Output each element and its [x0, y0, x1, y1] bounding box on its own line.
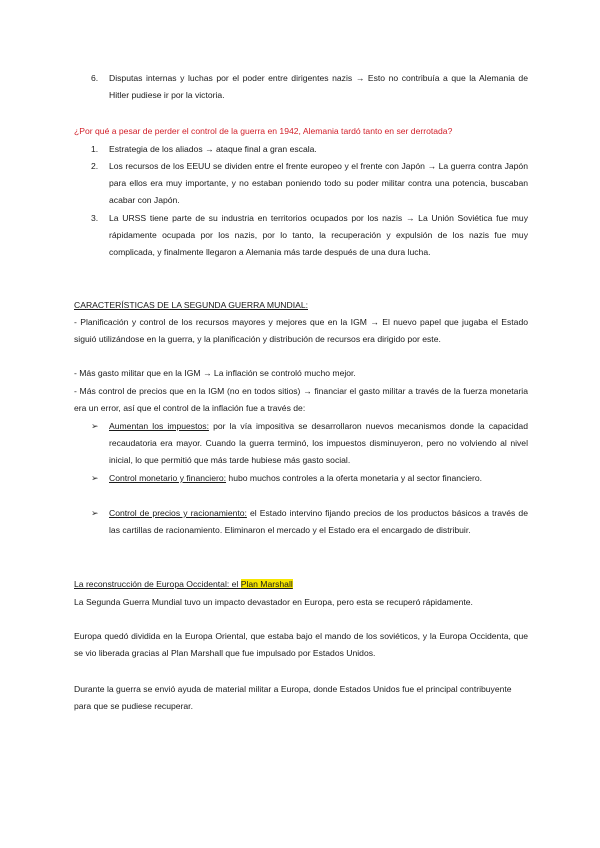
list-item-text: La URSS tiene parte de su industria en territorios ocupados por los nazis → La Unión Soviética fue muy rápidamente ocupada por los nazis, por lo tanto, la recuperación y expulsión de los nazis fue muy complicada, y finalmente llegaron a Alemania más tarde después de una dura lucha.	[109, 213, 528, 257]
bullet-item	[109, 505, 528, 539]
list-item-text: Disputas internas y luchas por el poder entre dirigentes nazis → Esto no contribuía a que la Alemania de Hitler pudiese ir por la victoria.	[109, 73, 528, 100]
arrow-bullet-icon: ➢	[91, 421, 99, 431]
bullet-text: por la vía impositiva se desarrollaron nuevos mecanismos donde la capacidad recaudatoria era mayor. Cuando la guerra terminó, los impuestos disminuyeron, pero no volviendo al nivel inicial, lo que permitió que más tarde hubiese más gasto social.	[109, 421, 528, 465]
section-heading	[74, 576, 528, 593]
list-number: 1.	[91, 144, 99, 154]
heading-text: La reconstrucción de Europa Occidental: el	[74, 579, 241, 589]
list-item-text: Los recursos de los EEUU se dividen entre el frente europeo y el frente con Japón → La guerra contra Japón para ellos era muy importante, y no estaban poniendo todo su poder militar contra una potencia, buscaban acabar con Japón.	[109, 161, 528, 205]
list-item-text: Estrategia de los aliados → ataque final a gran escala.	[109, 144, 317, 154]
bullet-text: el Estado intervino fijando precios de los productos básicos a través de las cartillas de racionamiento. Eliminaron el mercado y el Estado era el encargado de distribuir.	[109, 508, 528, 535]
paragraph: Europa quedó dividida en la Europa Oriental, que estaba bajo el mando de los soviéticos, y la Europa Occidenta, que se vio liberada gracias al Plan Marshall que fue impulsado por Estados Unidos.	[74, 631, 528, 658]
paragraph: La Segunda Guerra Mundial tuvo un impacto devastador en Europa, pero esta se recuperó rápidamente.	[74, 597, 473, 607]
bullet-title: Control monetario y financiero:	[109, 473, 227, 483]
bullet-title: Aumentan los impuestos:	[109, 421, 209, 431]
list-number: 6.	[91, 73, 99, 83]
list-number: 3.	[91, 213, 99, 223]
bullet-item	[109, 470, 528, 487]
bullet-text: hubo muchos controles a la oferta monetaria y al sector financiero.	[226, 473, 483, 483]
paragraph: - Más control de precios que en la IGM (no en todos sitios) → financiar el gasto militar a través de la fuerza monetaria era un error, así que el control de la inflación fue a través de:	[74, 386, 528, 413]
question-heading: ¿Por qué a pesar de perder el control de la guerra en 1942, Alemania tardó tanto en ser derrotada?	[74, 126, 453, 136]
paragraph: Durante la guerra se envió ayuda de material militar a Europa, donde Estados Unidos fue el principal contribuyente para que se pudiese recuperar.	[74, 684, 512, 711]
paragraph: - Más gasto militar que en la IGM → La inflación se controló mucho mejor.	[74, 368, 356, 378]
bullet-title: Control de precios y racionamiento:	[109, 508, 247, 518]
arrow-bullet-icon: ➢	[91, 508, 99, 518]
highlighted-term: Plan Marshall	[240, 579, 293, 589]
list-number: 2.	[91, 161, 99, 171]
arrow-bullet-icon: ➢	[91, 473, 99, 483]
bullet-item	[109, 418, 528, 469]
section-heading: CARACTERÍSTICAS DE LA SEGUNDA GUERRA MUNDIAL:	[74, 300, 308, 310]
paragraph: - Planificación y control de los recursos mayores y mejores que en la IGM → El nuevo papel que jugaba el Estado siguió utilizándose en la guerra, y la planificación y distribución de recursos era dirigido por este.	[74, 317, 528, 344]
